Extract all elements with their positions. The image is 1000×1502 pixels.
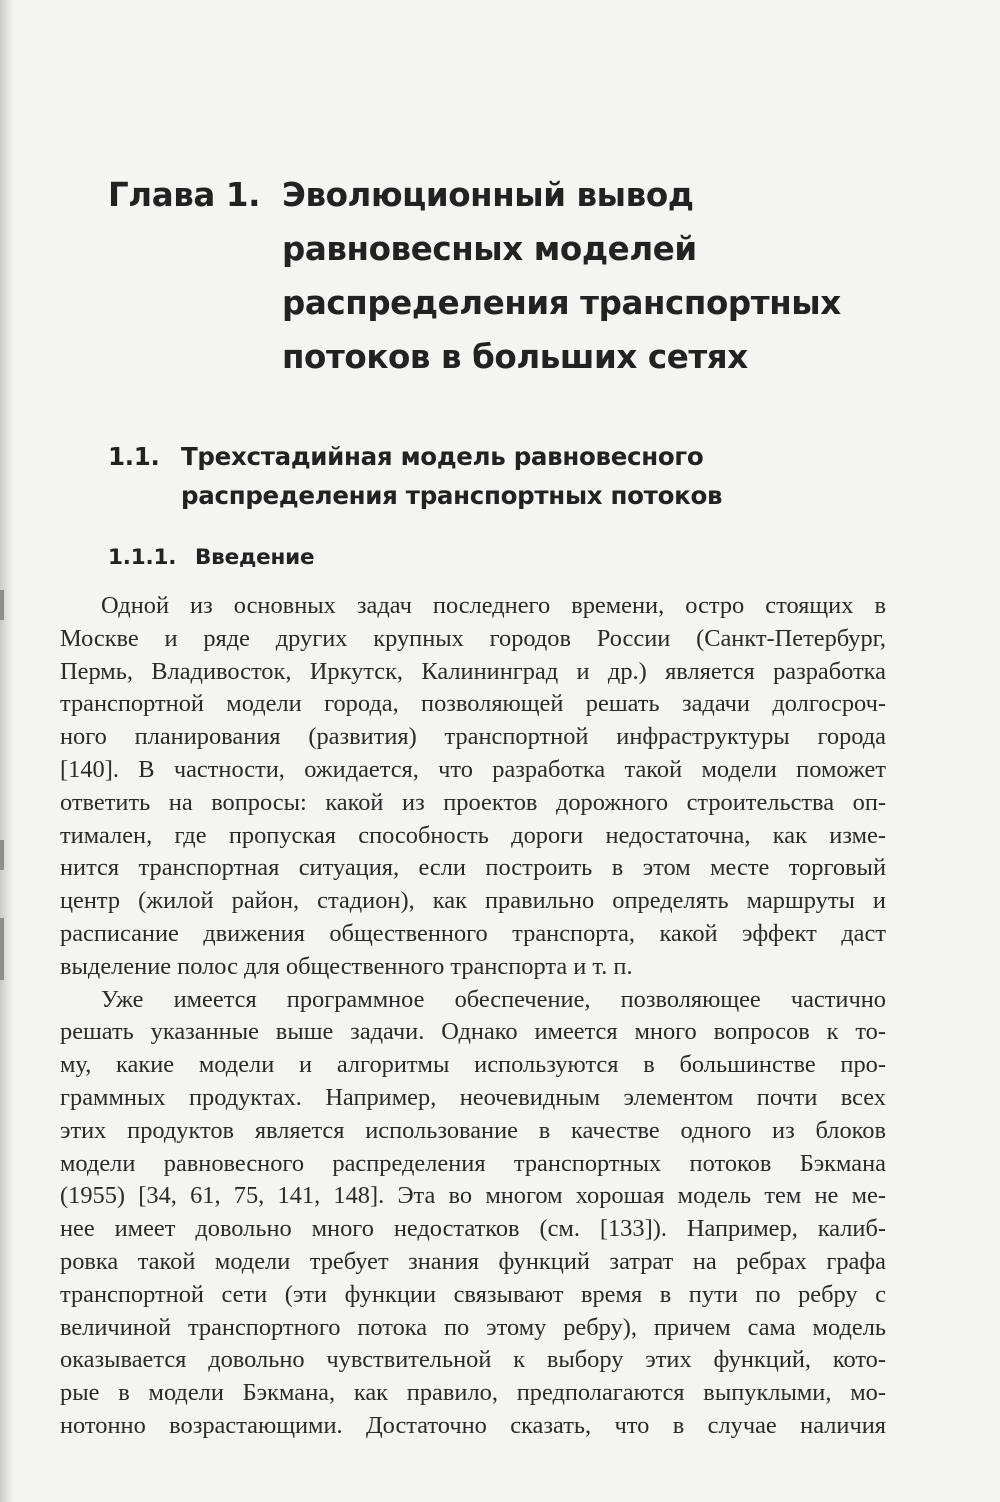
subsection-title: Введение <box>195 545 315 570</box>
text-line: центр (жилой район, стадион), как правильно определять маршруты и <box>60 887 886 915</box>
text-line: граммных продуктах. Например, неочевидным элементом почти всех <box>60 1083 886 1111</box>
section-title <box>181 437 881 515</box>
text-line: транспортной модели города, позволяющей решать задачи долгосроч- <box>60 690 886 718</box>
text-line: ответить на вопросы: какой из проектов дорожного строительства оп- <box>60 788 886 816</box>
text-line: транспортной сети (эти функции связывают время в пути по ребру с <box>60 1280 886 1308</box>
paragraph <box>60 984 886 1443</box>
text-line: выделение полос для общественного транспорта и т. п. <box>60 952 633 980</box>
text-line: величиной транспортного потока по этому ребру), причем сама модель <box>60 1313 886 1341</box>
text-line: ровка такой модели требует знания функций затрат на ребрах графа <box>60 1247 886 1275</box>
chapter-title-line: Эволюционный вывод <box>282 176 694 214</box>
text-line: му, какие модели и алгоритмы используются в большинстве про- <box>60 1051 886 1079</box>
subsection-heading <box>108 541 908 575</box>
text-line: модели равновесного распределения транспортных потоков Бэкмана <box>60 1149 886 1177</box>
text-line: ного планирования (развития) транспортной инфраструктуры города <box>60 723 886 751</box>
section-title-line: распределения транспортных потоков <box>181 481 723 510</box>
chapter-title-line: потоков в больших сетях <box>282 338 748 376</box>
paragraph <box>60 590 886 984</box>
text-line: Пермь, Владивосток, Иркутск, Калининград и др.) является разработка <box>60 657 886 685</box>
text-line: этих продуктов является использование в качестве одного из блоков <box>60 1116 886 1144</box>
text-line: Уже имеется программное обеспечение, позволяющее частично <box>101 985 886 1013</box>
text-line: рые в модели Бэкмана, как правило, предполагаются выпуклыми, мо- <box>60 1379 886 1407</box>
text-line: оказывается довольно чувствительной к выбору этих функций, кото- <box>60 1346 886 1374</box>
text-line: нится транспортная ситуация, если построить в этом месте торговый <box>60 854 886 882</box>
body-text <box>60 590 886 1443</box>
section-title-line: Трехстадийная модель равновесного <box>181 442 704 471</box>
page-binding-shadow <box>0 0 14 1502</box>
text-line: решать указанные выше задачи. Однако имеется много вопросов к то- <box>60 1018 886 1046</box>
chapter-title-line: распределения транспортных <box>282 284 841 322</box>
subsection-number: 1.1.1. <box>108 545 177 570</box>
text-line: нее имеет довольно много недостатков (см. [133]). Например, калиб- <box>60 1215 886 1243</box>
text-line: нотонно возрастающими. Достаточно сказать, что в случае наличия <box>60 1411 886 1439</box>
scan-edge-mark <box>0 918 4 980</box>
text-line: Москве и ряде других крупных городов России (Санкт-Петербург, <box>60 624 886 652</box>
text-line: (1955) [34, 61, 75, 141, 148]. Эта во многом хорошая модель тем не ме- <box>60 1182 886 1210</box>
text-line: расписание движения общественного транспорта, какой эффект даст <box>60 919 886 947</box>
chapter-label: Глава 1. <box>108 176 261 214</box>
text-line: [140]. В частности, ожидается, что разработка такой модели поможет <box>60 755 886 783</box>
text-line: тимален, где пропуская способность дороги недостаточна, как изме- <box>60 821 886 849</box>
text-line: Одной из основных задач последнего времени, остро стоящих в <box>101 592 886 619</box>
chapter-title-line: равновесных моделей <box>282 230 697 268</box>
scan-edge-mark <box>0 590 4 620</box>
section-number: 1.1. <box>108 442 160 471</box>
chapter-title <box>282 168 902 384</box>
scan-edge-mark <box>0 840 4 870</box>
